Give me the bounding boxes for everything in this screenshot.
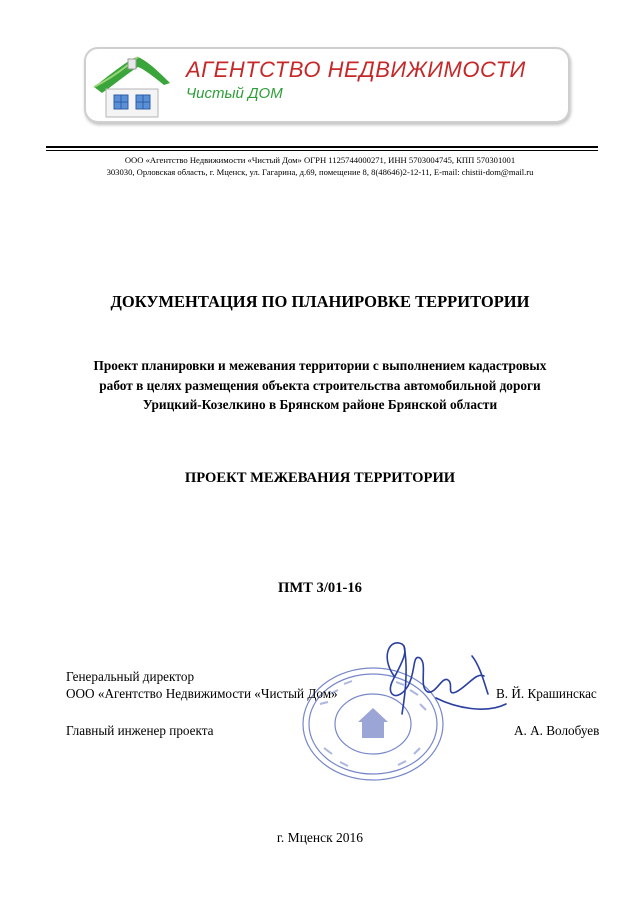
project-line-1: Проект планировки и межевания территории с выполнением кадастровых — [93, 358, 547, 373]
requisites-line-1: ООО «Агентство Недвижимости «Чистый Дом» ОГРН 1125744000271, ИНН 5703004745, КПП 570301001 — [124, 155, 516, 165]
header-rule-thin — [46, 150, 598, 151]
document-code: ПМТ 3/01-16 — [278, 580, 362, 596]
logo-subtitle: Чистый ДОМ — [186, 85, 283, 102]
project-line-3: Урицкий-Козелкино в Брянском районе Брянской области — [142, 397, 498, 412]
header-rule — [46, 146, 598, 148]
director-title: Генеральный директор — [66, 669, 195, 684]
signature — [376, 636, 512, 722]
director-organization: ООО «Агентство Недвижимости «Чистый Дом» — [66, 686, 338, 701]
requisites-line-2: 303030, Орловская область, г. Мценск, ул. Гагарина, д.69, помещение 8, 8(48646)2-12-11, E-mail: chistii-dom@mail.ru — [106, 167, 534, 177]
document-title: ДОКУМЕНТАЦИЯ ПО ПЛАНИРОВКЕ ТЕРРИТОРИИ — [110, 292, 530, 311]
section-title: ПРОЕКТ МЕЖЕВАНИЯ ТЕРРИТОРИИ — [184, 470, 456, 486]
engineer-name: А. А. Волобуев — [514, 723, 600, 738]
project-line-2: работ в целях размещения объекта строительства автомобильной дороги — [99, 378, 541, 393]
city-year: г. Мценск 2016 — [276, 830, 364, 845]
house-icon — [92, 53, 172, 119]
engineer-title: Главный инженер проекта — [66, 723, 214, 738]
logo-title: АГЕНТСТВО НЕДВИЖИМОСТИ — [186, 57, 526, 82]
director-name: В. Й. Крашинскас — [496, 686, 597, 701]
company-logo — [84, 47, 570, 123]
